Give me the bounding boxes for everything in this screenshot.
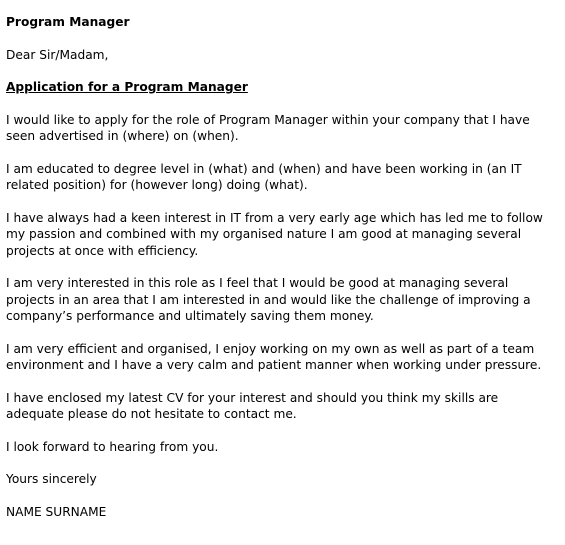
body-paragraph: I am very efficient and organised, I enjoy working on my own as well as part of a team environment and I have a very calm and patient manner when working under pressure. <box>6 341 542 372</box>
body-paragraph: I have always had a keen interest in IT from a very early age which has led me to follow my passion and combined with my organised nature I am good at managing several projects at once with efficiency. <box>6 210 543 258</box>
body-paragraph: I have enclosed my latest CV for your interest and should you think my skills are adequate please do not hesitate to contact me. <box>6 390 499 421</box>
subject-line: Application for a Program Manager <box>6 80 248 94</box>
body-paragraph: I am very interested in this role as I feel that I would be good at managing several projects in an area that I am interested in and would like the challenge of improving a company’s performance and ultimately saving them money. <box>6 276 531 323</box>
closing: Yours sincerely <box>6 472 97 486</box>
letter-heading: Program Manager <box>6 15 130 29</box>
salutation: Dear Sir/Madam, <box>6 47 109 62</box>
body-paragraph: I am educated to degree level in (what) and (when) and have been working in (an IT related position) for (however long) doing (what). <box>6 161 522 192</box>
body-paragraph: I look forward to hearing from you. <box>6 439 219 454</box>
body-paragraph: I would like to apply for the role of Program Manager within your company that I have seen advertised in (where) on (when). <box>6 112 530 143</box>
signature-name: NAME SURNAME <box>6 504 107 519</box>
